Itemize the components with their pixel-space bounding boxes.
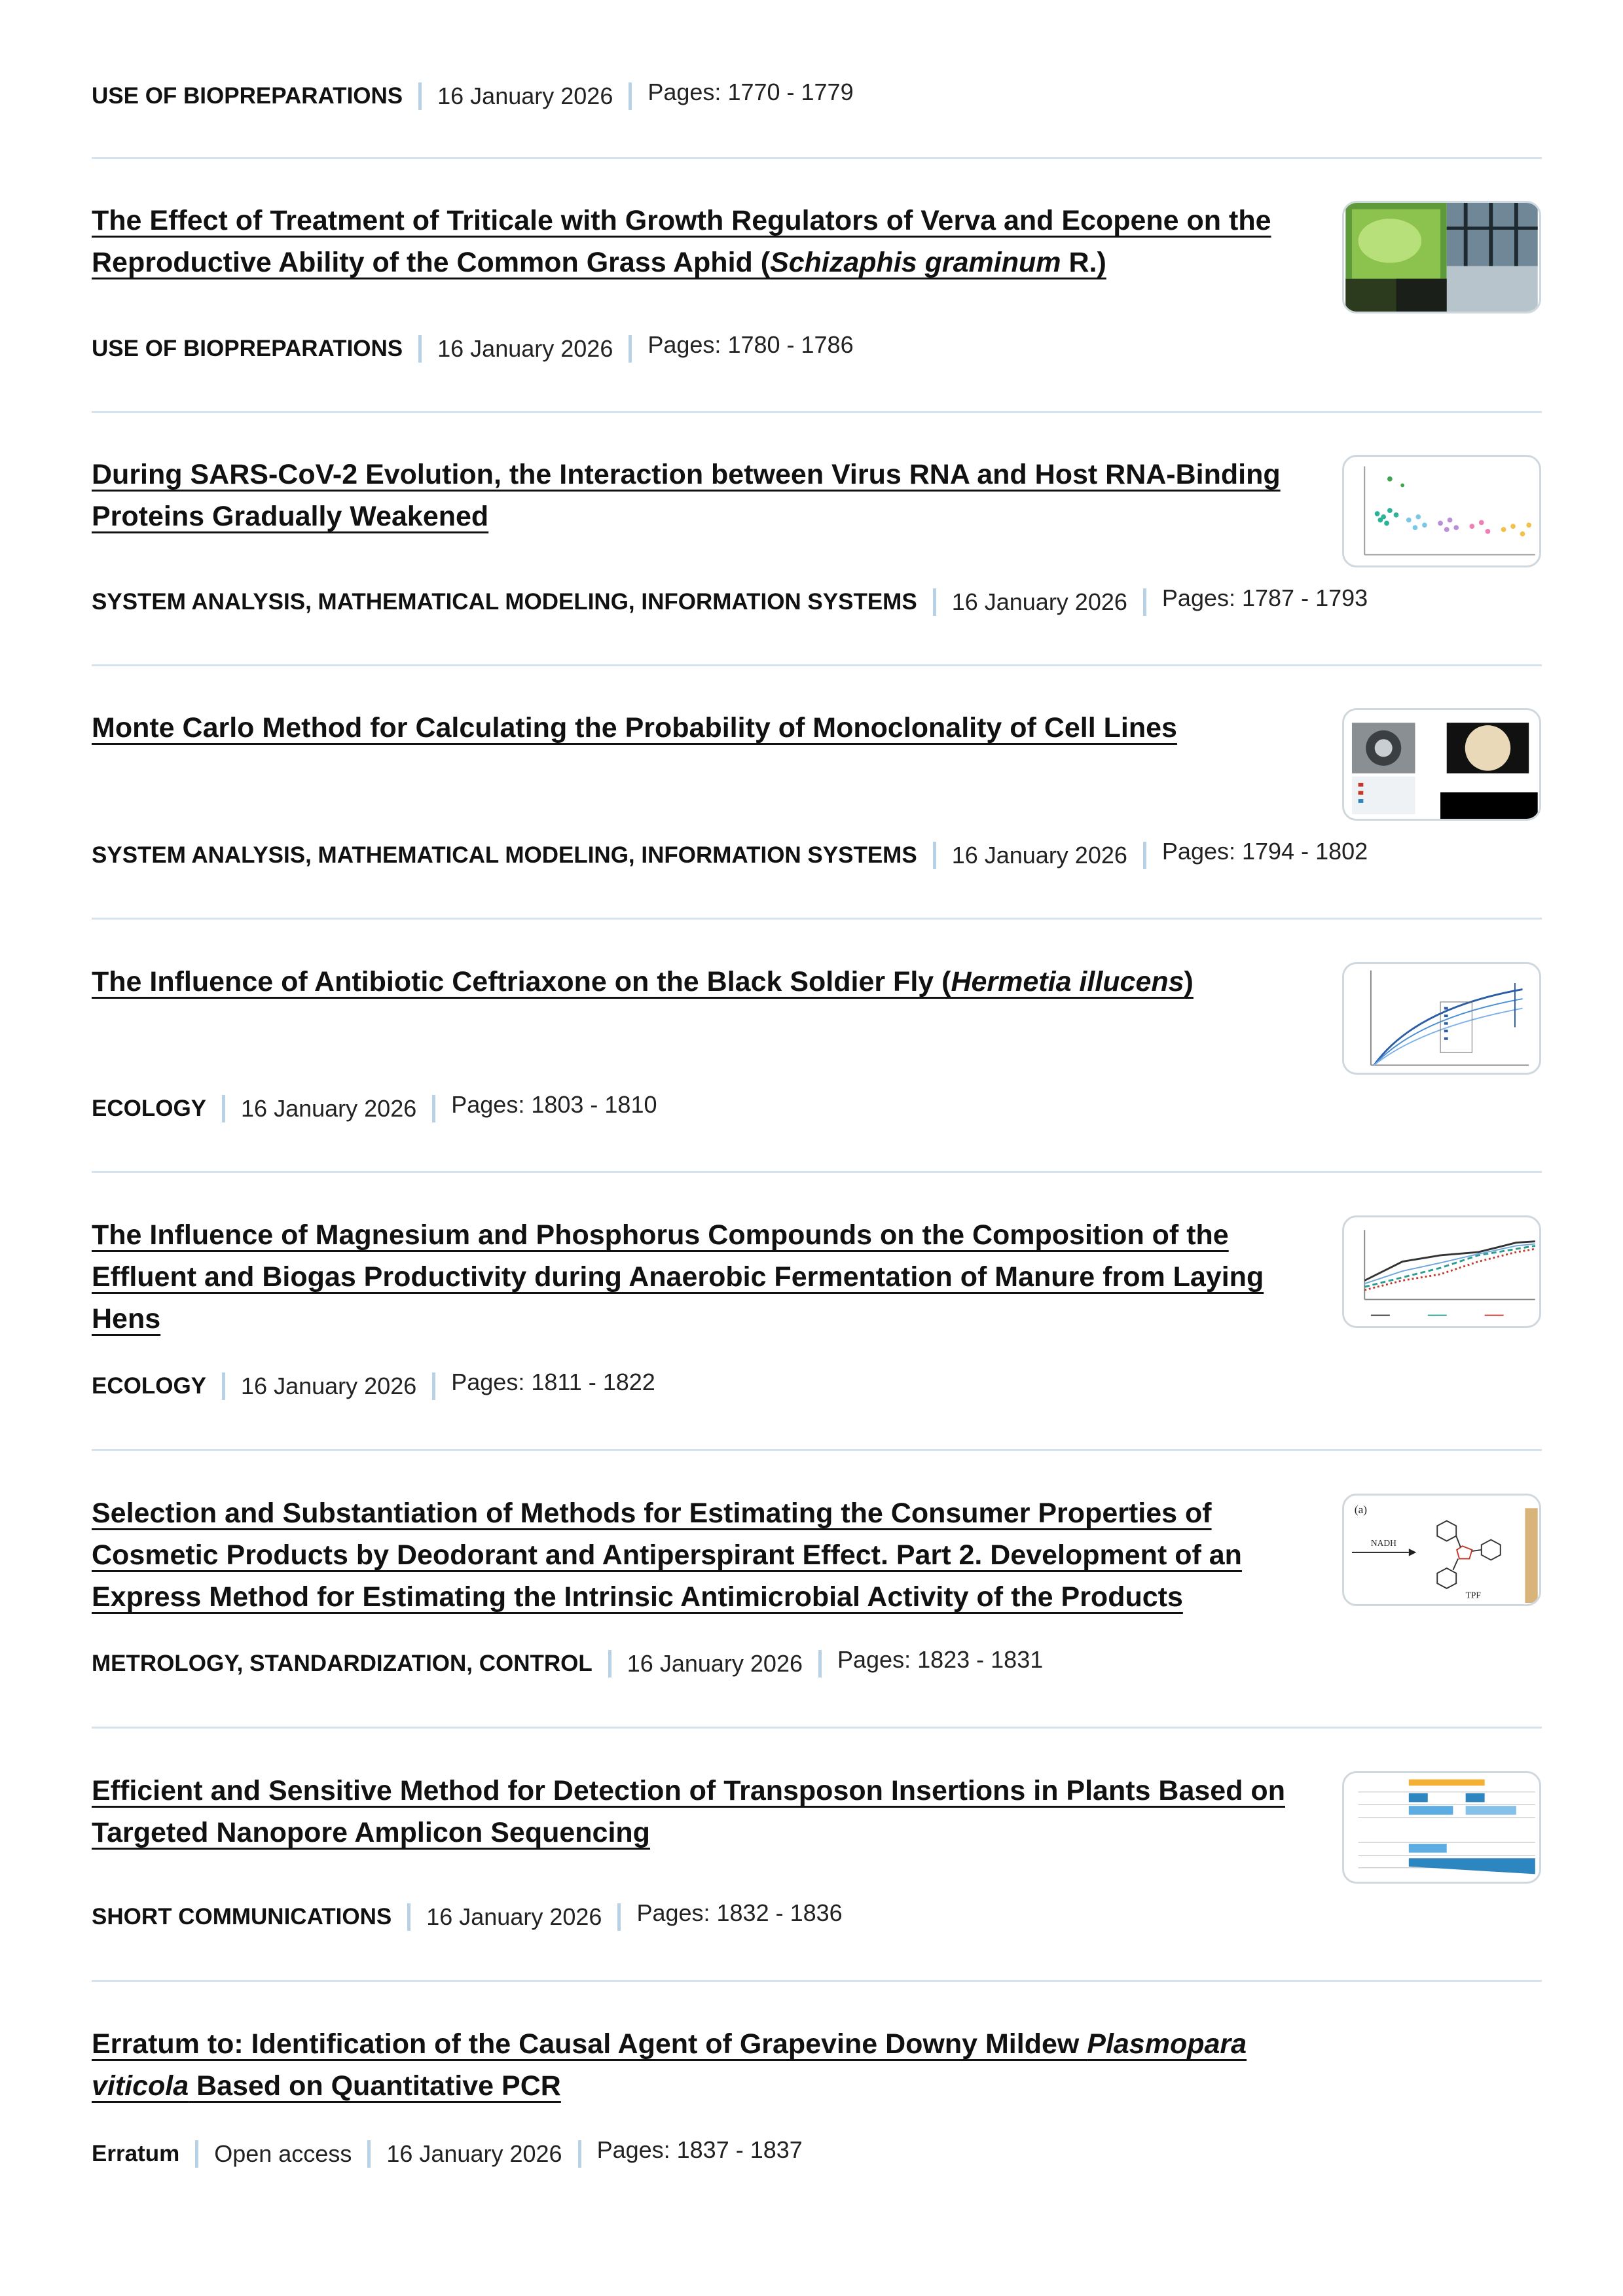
article-thumbnail[interactable] bbox=[1342, 1494, 1541, 1606]
article-thumbnail[interactable] bbox=[1342, 201, 1541, 314]
meta-separator bbox=[222, 1372, 225, 1400]
article-date: 16 January 2026 bbox=[386, 2140, 562, 2167]
meta-separator bbox=[608, 1650, 611, 1677]
divider bbox=[92, 411, 1542, 413]
article-category[interactable]: SYSTEM ANALYSIS, MATHEMATICAL MODELING, INFORMATION SYSTEMS bbox=[92, 842, 917, 868]
article-thumbnail[interactable] bbox=[1342, 1771, 1541, 1884]
meta-separator bbox=[418, 82, 422, 110]
article-category[interactable]: ECOLOGY bbox=[92, 1373, 207, 1399]
meta-separator bbox=[1143, 588, 1146, 616]
nadh-label: NADH bbox=[1370, 1538, 1396, 1549]
article-pages: Pages: 1823 - 1831 bbox=[837, 1646, 1044, 1673]
meta-separator bbox=[629, 335, 632, 363]
article-pages: Pages: 1803 - 1810 bbox=[451, 1091, 657, 1118]
divider bbox=[92, 1449, 1542, 1451]
article-meta bbox=[92, 332, 854, 365]
panel-label: (a) bbox=[1354, 1503, 1368, 1516]
access-badge: Open access bbox=[214, 2140, 352, 2167]
article-pages: Pages: 1770 - 1779 bbox=[647, 79, 854, 105]
meta-separator bbox=[1143, 842, 1146, 869]
article-date: 16 January 2026 bbox=[951, 842, 1127, 869]
divider bbox=[92, 918, 1542, 920]
article-category[interactable]: SYSTEM ANALYSIS, MATHEMATICAL MODELING, INFORMATION SYSTEMS bbox=[92, 589, 917, 615]
article-date: 16 January 2026 bbox=[241, 1372, 417, 1399]
meta-separator bbox=[432, 1095, 435, 1122]
article-date: 16 January 2026 bbox=[426, 1903, 602, 1930]
article-thumbnail[interactable] bbox=[1342, 455, 1541, 567]
article-meta bbox=[92, 2138, 803, 2170]
meta-separator bbox=[933, 588, 936, 616]
article-pages: Pages: 1794 - 1802 bbox=[1161, 838, 1368, 865]
meta-separator bbox=[933, 842, 936, 869]
scatter-plot-thumbnail bbox=[1344, 457, 1539, 565]
article-date: 16 January 2026 bbox=[627, 1650, 803, 1677]
article-meta bbox=[92, 80, 854, 113]
meta-separator bbox=[432, 1372, 435, 1400]
meta-separator bbox=[195, 2140, 198, 2168]
divider bbox=[92, 1727, 1542, 1729]
growth-curve-thumbnail bbox=[1344, 964, 1539, 1073]
article-title[interactable]: During SARS-CoV-2 Evolution, the Interaction between Virus RNA and Host RNA-Binding Proteins Gradually Weakened bbox=[92, 459, 1281, 532]
article-pages: Pages: 1837 - 1837 bbox=[596, 2136, 803, 2163]
article-date: 16 January 2026 bbox=[437, 82, 613, 109]
article-category[interactable]: USE OF BIOPREPARATIONS bbox=[92, 336, 403, 361]
article-title[interactable]: Erratum to: Identification of the Causal Agent of Grapevine Downy Mildew Plasmopara viticola Based on Quantitative PCR bbox=[92, 2028, 1247, 2102]
article-pages: Pages: 1787 - 1793 bbox=[1161, 584, 1368, 611]
cell-image-thumbnail bbox=[1344, 710, 1539, 819]
meta-separator bbox=[617, 1903, 621, 1931]
article-category[interactable]: SHORT COMMUNICATIONS bbox=[92, 1904, 392, 1929]
article-title[interactable]: The Effect of Treatment of Triticale with Growth Regulators of Verva and Ecopene on the Reproductive Ability of the Common Grass Aphid (Schizaphis graminum R.) bbox=[92, 205, 1271, 278]
article-pages: Pages: 1811 - 1822 bbox=[451, 1369, 655, 1395]
meta-separator bbox=[418, 335, 422, 363]
article-meta bbox=[92, 1092, 657, 1125]
article-title[interactable]: Monte Carlo Method for Calculating the Probability of Monoclonality of Cell Lines bbox=[92, 712, 1177, 744]
divider bbox=[92, 1171, 1542, 1173]
article-date: 16 January 2026 bbox=[437, 335, 613, 362]
article-thumbnail[interactable] bbox=[1342, 962, 1541, 1075]
article-title[interactable]: Efficient and Sensitive Method for Detection of Transposon Insertions in Plants Based on Targeted Nanopore Amplicon Sequencing bbox=[92, 1775, 1285, 1848]
meta-separator bbox=[818, 1650, 822, 1677]
line-chart-thumbnail bbox=[1344, 1217, 1539, 1326]
article-category[interactable]: USE OF BIOPREPARATIONS bbox=[92, 83, 403, 109]
article-thumbnail[interactable] bbox=[1342, 708, 1541, 821]
article-pages: Pages: 1780 - 1786 bbox=[647, 331, 854, 358]
article-category[interactable]: ECOLOGY bbox=[92, 1096, 207, 1121]
article-date: 16 January 2026 bbox=[951, 588, 1127, 615]
article-meta bbox=[92, 1647, 1043, 1680]
article-pages: Pages: 1832 - 1836 bbox=[636, 1899, 843, 1926]
divider bbox=[92, 664, 1542, 666]
article-thumbnail[interactable] bbox=[1342, 1215, 1541, 1328]
article-meta bbox=[92, 1370, 655, 1403]
sequencing-track-thumbnail bbox=[1344, 1773, 1539, 1882]
aphid-photo-thumbnail bbox=[1344, 203, 1539, 312]
meta-separator bbox=[578, 2140, 581, 2168]
article-category[interactable]: METROLOGY, STANDARDIZATION, CONTROL bbox=[92, 1651, 593, 1676]
meta-separator bbox=[407, 1903, 410, 1931]
article-title[interactable]: The Influence of Antibiotic Ceftriaxone on the Black Soldier Fly (Hermetia illucens) bbox=[92, 966, 1194, 997]
article-meta bbox=[92, 1901, 843, 1933]
tpf-label: TPF bbox=[1465, 1590, 1481, 1600]
chemical-structure-thumbnail bbox=[1344, 1496, 1539, 1604]
divider bbox=[92, 157, 1542, 159]
article-title[interactable]: The Influence of Magnesium and Phosphorus Compounds on the Composition of the Effluent and Biogas Productivity during Anaerobic Fermentation of Manure from Laying Hens bbox=[92, 1219, 1264, 1335]
article-date: 16 January 2026 bbox=[241, 1095, 417, 1122]
article-meta bbox=[92, 586, 1368, 619]
meta-separator bbox=[222, 1095, 225, 1122]
article-title[interactable]: Selection and Substantiation of Methods for Estimating the Consumer Properties of Cosmetic Products by Deodorant and Antiperspirant Effect. Part 2. Development of an Express Method for Estimating the Intrinsic Antimicrobial Activity of the Products bbox=[92, 1498, 1242, 1613]
article-category[interactable]: Erratum bbox=[92, 2141, 180, 2166]
article-meta bbox=[92, 839, 1368, 872]
divider bbox=[92, 1980, 1542, 1982]
meta-separator bbox=[629, 82, 632, 110]
meta-separator bbox=[367, 2140, 371, 2168]
